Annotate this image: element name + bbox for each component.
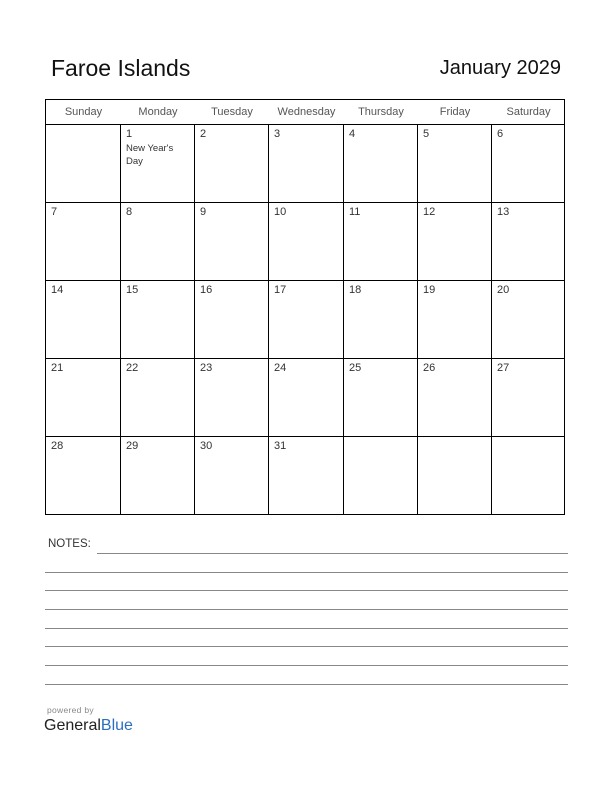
day-number: 6 [497,128,504,140]
calendar-day-cell [121,359,195,436]
calendar-week-row [46,203,564,281]
day-number: 28 [51,440,64,452]
note-line [45,628,568,629]
calendar-day-cell [269,281,344,358]
day-number: 25 [349,362,362,374]
weekday-label-wednesday: Wednesday [277,106,336,118]
calendar-day-cell [195,125,269,202]
calendar-day-cell [492,281,565,358]
calendar-day-cell [269,203,344,280]
day-number: 10 [274,206,287,218]
calendar-day-cell [121,203,195,280]
note-line [97,553,568,554]
calendar-day-cell [269,437,344,514]
calendar-day-cell [46,281,121,358]
note-line [45,590,568,591]
day-number: 5 [423,128,430,140]
calendar-day-cell [344,437,418,514]
calendar-day-cell [418,125,492,202]
day-number: 9 [200,206,207,218]
calendar-day-cell [46,359,121,436]
calendar-country-title: Faroe Islands [51,55,191,81]
calendar-week-row [46,359,564,437]
day-number: 19 [423,284,436,296]
calendar-day-cell [492,437,565,514]
calendar-day-cell [344,203,418,280]
day-number: 16 [200,284,213,296]
weekday-label-tuesday: Tuesday [211,106,253,118]
holiday-label: New Year's Day [126,143,174,167]
weekday-label-monday: Monday [138,106,178,118]
day-number: 31 [274,440,287,452]
day-number: 18 [349,284,362,296]
day-number: 20 [497,284,510,296]
note-line [45,665,568,666]
day-number: 4 [349,128,356,140]
calendar-day-cell [121,281,195,358]
weekday-label-friday: Friday [439,106,471,118]
notes-label: NOTES: [48,538,91,550]
weekday-label-saturday: Saturday [506,106,551,118]
calendar-day-cell [418,359,492,436]
note-line [45,609,568,610]
calendar-day-cell [418,203,492,280]
calendar-day-cell [492,125,565,202]
calendar-week-row [46,125,564,203]
calendar-grid [45,99,565,515]
calendar-day-cell [492,203,565,280]
calendar-day-cell [46,203,121,280]
calendar-day-cell [195,359,269,436]
day-number: 12 [423,206,436,218]
calendar-day-cell [418,281,492,358]
brand-blue-text: Blue [100,717,133,734]
calendar-day-cell [121,437,195,514]
day-number: 1 [126,128,133,140]
calendar-day-cell [344,125,418,202]
day-number: 8 [126,206,133,218]
calendar-day-cell [46,437,121,514]
day-number: 22 [126,362,139,374]
day-number: 29 [126,440,139,452]
day-number: 24 [274,362,287,374]
weekday-header-row [46,100,564,125]
brand-general-text: General [44,717,101,734]
day-number: 23 [200,362,213,374]
day-number: 13 [497,206,510,218]
powered-by-label: powered by [47,705,94,715]
note-line [45,646,568,647]
calendar-day-cell [269,359,344,436]
calendar-day-cell [269,125,344,202]
day-number: 11 [349,206,361,218]
calendar-day-cell [195,437,269,514]
calendar-day-cell [418,437,492,514]
note-line [45,572,568,573]
day-number: 30 [200,440,213,452]
day-number: 21 [51,362,64,374]
weekday-label-sunday: Sunday [64,106,103,118]
generalblue-logo[interactable] [44,717,133,735]
calendar-day-cell [46,125,121,202]
day-number: 2 [200,128,207,140]
day-number: 26 [423,362,436,374]
calendar-day-cell [121,125,195,202]
calendar-week-row [46,281,564,359]
calendar-week-row [46,437,564,514]
note-line [45,684,568,685]
day-number: 14 [51,284,64,296]
calendar-day-cell [195,281,269,358]
day-number: 17 [274,284,287,296]
calendar-day-cell [492,359,565,436]
calendar-day-cell [344,359,418,436]
calendar-month-title: January 2029 [439,57,561,79]
calendar-day-cell [195,203,269,280]
day-number: 3 [274,128,281,140]
day-number: 15 [126,284,139,296]
calendar-day-cell [344,281,418,358]
weekday-label-thursday: Thursday [358,106,404,118]
day-number: 7 [51,206,58,218]
day-number: 27 [497,362,510,374]
